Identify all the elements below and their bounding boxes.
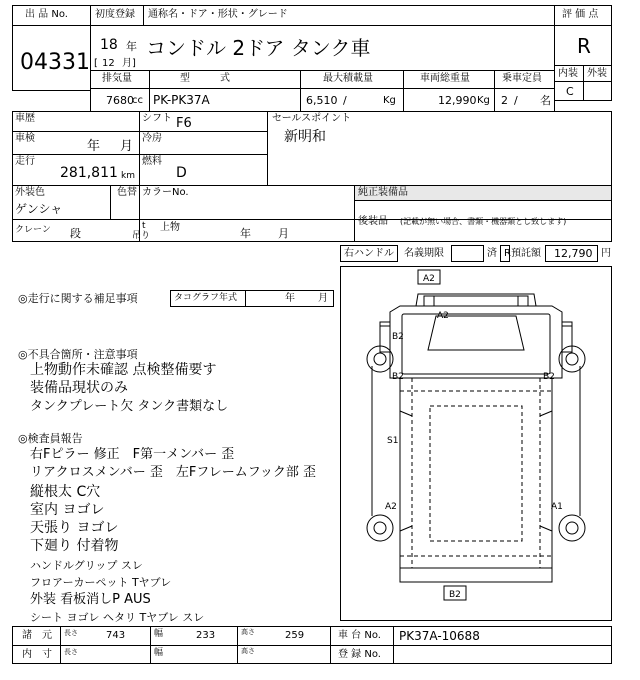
color-no-label: カラーNo. <box>142 187 189 198</box>
rhd-label: 右ハンドル <box>344 248 394 259</box>
height-value: 259 <box>285 630 305 641</box>
defect-line: 装備品現状のみ <box>30 380 128 396</box>
inspection-year-unit: 年 <box>87 139 101 154</box>
inspection-label: 車検 <box>15 133 35 144</box>
rear-bumper <box>400 568 552 582</box>
damage-mark: B2 <box>392 372 404 382</box>
crane-stage: 段 <box>70 227 81 240</box>
seating-value: 2 <box>501 94 508 107</box>
shift-value: F6 <box>176 116 192 131</box>
inspector-line: 天張り ヨゴレ <box>30 520 119 536</box>
score: R <box>577 34 591 58</box>
vehicle-name-label: 通称名・ドア・形状・グレード <box>148 9 288 20</box>
sales-point-label: セールスポイント <box>272 113 352 124</box>
damage-mark: A2 <box>423 274 435 284</box>
inspector-line: 室内 ヨゴレ <box>30 502 105 518</box>
crane-label: クレーン <box>15 225 51 235</box>
chassis-number: PK37A-10688 <box>399 629 480 643</box>
reg-month-open: [ <box>94 58 98 69</box>
inspector-line: フロアーカーペット Tヤブレ <box>30 576 172 589</box>
capacity-value: 6,510 <box>306 94 338 107</box>
cargo-label: 内 寸 <box>22 649 52 660</box>
vehicle-name: コンドル 2ドア タンク車 <box>146 36 371 60</box>
inspector-line: 外装 看板消しP AUS <box>30 592 151 607</box>
interior-label: 内装 <box>558 68 578 79</box>
reg-month-unit: 月] <box>122 58 136 69</box>
name-change-box <box>451 245 484 262</box>
tachograph-label: タコグラフ年式 <box>174 293 238 303</box>
sales-point: 新明和 <box>284 129 326 145</box>
first-reg-label: 初度登録 <box>95 9 135 20</box>
aftermarket-note: (記載が無い場合、書類・機器類とし致します) <box>400 217 567 226</box>
interior-score: C <box>566 85 574 98</box>
height-label: 高さ <box>241 628 255 636</box>
color-value: ゲンシャ <box>15 202 63 216</box>
color-label: 外装色 <box>15 187 45 198</box>
gross-weight-label: 車両総重量 <box>420 73 470 84</box>
capacity-label: 最大積載量 <box>323 73 373 84</box>
reg-no-label: 登 録 No. <box>338 649 381 660</box>
damage-mark: B2 <box>392 332 404 342</box>
inspector-line: リアクロスメンバー 歪 左Fフレームフック部 歪 <box>30 465 317 480</box>
mileage-label: 走行 <box>15 156 35 167</box>
seating-label: 乗車定員 <box>502 73 542 84</box>
capacity-sep: / <box>343 94 347 107</box>
upper-year: 年 <box>240 227 251 240</box>
cargo-length-label: 長さ <box>64 648 78 656</box>
capacity-unit: Kg <box>383 95 396 106</box>
inspector-line: 右Fピラー 修正 F第一メンバー 歪 <box>30 447 235 462</box>
damage-mark: B2 <box>449 590 461 600</box>
inspector-line: 縦根太 C穴 <box>30 484 101 500</box>
gross-weight-unit: Kg <box>477 95 490 106</box>
mileage-value: 281,811 <box>60 165 118 181</box>
cargo-height-label: 高さ <box>241 647 255 655</box>
damage-mark: A2 <box>385 502 397 512</box>
fuel-label: 燃料 <box>142 156 162 167</box>
defect-line: タンクプレート欠 タンク書類なし <box>30 399 229 414</box>
displacement-label: 排気量 <box>102 73 132 84</box>
length-value: 743 <box>106 630 126 641</box>
inspector-line: シート ヨゴレ ヘタリ Tヤブレ スレ <box>30 611 205 624</box>
recycle-label: R預託額 <box>504 248 541 259</box>
history-label: 車歴 <box>15 113 35 124</box>
lot-label: 出 品 No. <box>25 9 68 20</box>
reg-year: 18 <box>100 37 118 53</box>
recycle-unit: 円 <box>601 248 611 259</box>
model-label: 型 式 <box>180 73 230 84</box>
score-label: 評 価 点 <box>562 9 599 20</box>
displacement-value: 7680 <box>106 94 134 107</box>
damage-mark: S1 <box>387 436 399 446</box>
lot-number: 04331 <box>20 50 90 75</box>
windshield <box>428 316 524 350</box>
damage-mark: B2 <box>543 372 555 382</box>
mileage-unit: km <box>121 171 135 181</box>
inspector-line: 下廻り 付着物 <box>30 538 119 554</box>
crane-hoist: 吊り <box>132 231 151 241</box>
tax-label: 済 <box>487 248 497 259</box>
shift-label: シフト <box>142 113 172 124</box>
tachograph-year: 年 <box>285 293 295 304</box>
genuine-label: 純正装備品 <box>358 187 408 198</box>
width-value: 233 <box>196 630 216 641</box>
seating-sep: / <box>514 94 518 107</box>
inspector-title: ◎検査員報告 <box>18 432 83 445</box>
reg-year-unit: 年 <box>126 40 137 53</box>
color-change-label: 色替 <box>117 187 137 198</box>
displacement-unit: cc <box>132 95 143 106</box>
chassis-label: 車 台 No. <box>338 630 381 641</box>
cab-top <box>434 296 518 306</box>
dims-label: 諸 元 <box>22 630 52 641</box>
cab-body <box>390 306 562 378</box>
damage-mark: A1 <box>551 502 563 512</box>
supplement-title: ◎走行に関する補足事項 <box>18 292 138 305</box>
name-change-label: 名義期限 <box>404 248 444 259</box>
cargo-width-label: 幅 <box>154 648 164 658</box>
wheel-rear-left <box>367 515 393 541</box>
aftermarket-label: 後装品 <box>358 216 388 227</box>
inspection-month-unit: 月 <box>120 139 134 154</box>
front-panel <box>402 314 550 374</box>
crane-t: t <box>142 221 146 231</box>
truck-diagram <box>340 266 612 621</box>
length-label: 長さ <box>64 629 78 637</box>
exterior-label: 外装 <box>587 68 607 79</box>
model-value: PK-PK37A <box>153 93 210 107</box>
recycle-amount: 12,790 <box>554 247 593 260</box>
tachograph-month: 月 <box>318 293 328 304</box>
width-label: 幅 <box>154 629 164 639</box>
reg-month: 12 <box>102 58 115 69</box>
gross-weight-value: 12,990 <box>438 94 477 107</box>
upper-month: 月 <box>278 227 289 240</box>
defect-line: 上物動作未確認 点検整備要す <box>30 362 217 378</box>
fuel-value: D <box>176 165 187 181</box>
defects-title: ◎不具合箇所・注意事項 <box>18 348 138 361</box>
upper-label: 上物 <box>160 222 180 233</box>
wheel-rear-right <box>559 515 585 541</box>
ac-label: 冷房 <box>142 133 162 144</box>
inspector-line: ハンドルグリップ スレ <box>30 559 143 572</box>
damage-mark: A2 <box>437 311 449 321</box>
seating-unit: 名 <box>540 94 551 107</box>
